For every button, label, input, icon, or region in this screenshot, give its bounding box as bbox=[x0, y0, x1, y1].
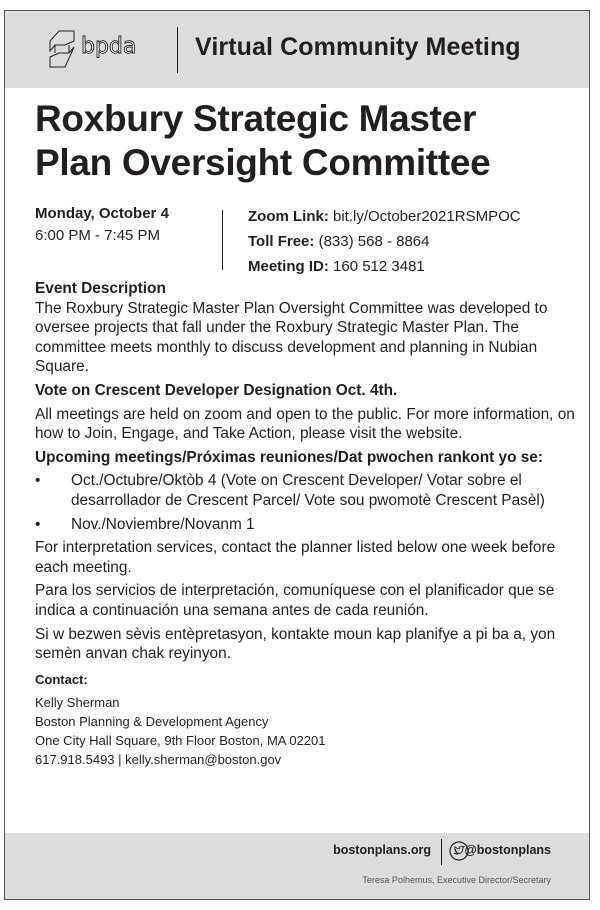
toll-free-number: (833) 568 - 8864 bbox=[318, 233, 430, 250]
header-divider bbox=[177, 27, 178, 73]
public-info: All meetings are held on zoom and open to the public. For more information, on how to Join, Engage, and Take Action, please visit the website. bbox=[35, 405, 575, 443]
list-item bbox=[35, 515, 575, 535]
contact-phone[interactable]: 617.918.5493 bbox=[35, 751, 115, 767]
list-item bbox=[35, 471, 575, 510]
contact-phone-email bbox=[35, 750, 575, 769]
footer-divider bbox=[441, 839, 442, 865]
zoom-link[interactable]: bit.ly/October2021RSMPOC bbox=[333, 208, 521, 225]
contact-name: Kelly Sherman bbox=[35, 694, 120, 710]
flyer bbox=[4, 10, 590, 900]
toll-free-label: Toll Free: bbox=[248, 233, 315, 250]
meeting-info bbox=[248, 204, 521, 279]
event-title-line-2: Plan Oversight Committee bbox=[35, 142, 491, 183]
bpda-logo-icon bbox=[47, 27, 77, 71]
bullet-icon: • bbox=[35, 472, 41, 490]
toll-free-row bbox=[248, 229, 521, 254]
meeting-id-label: Meeting ID: bbox=[248, 258, 329, 275]
event-time: 6:00 PM - 7:45 PM bbox=[35, 227, 161, 244]
bullet-icon: • bbox=[35, 515, 41, 533]
event-when bbox=[35, 203, 169, 247]
upcoming-meetings-list bbox=[35, 471, 575, 534]
contact-email[interactable]: kelly.sherman@boston.gov bbox=[125, 751, 282, 767]
zoom-link-row bbox=[248, 204, 521, 229]
contact-agency: Boston Planning & Development Agency bbox=[35, 713, 269, 729]
twitter-handle[interactable]: @bostonplans bbox=[464, 843, 551, 857]
event-date: Monday, October 4 bbox=[35, 205, 169, 222]
director-credit: Teresa Polhemus, Executive Director/Secretary bbox=[362, 875, 551, 885]
event-title bbox=[35, 97, 575, 185]
vote-heading: Vote on Crescent Developer Designation Oct. 4th. bbox=[35, 381, 398, 399]
svg-text:bpda: bpda bbox=[81, 34, 137, 59]
header-band bbox=[5, 11, 589, 88]
contact-address: One City Hall Square, 9th Floor Boston, MA 02201 bbox=[35, 732, 326, 748]
interpretation-haitian: Si w bezwen sèvis entèpretasyon, kontakte moun kap planifye a pi ba a, yon semèn anvan chak reyinyon. bbox=[35, 625, 556, 663]
interpretation-spanish: Para los servicios de interpretación, comuníquese con el planificador que se indica a continuación una semana antes de cada reunión. bbox=[35, 582, 555, 619]
interpretation-english: For interpretation services, contact the planner listed below one week before each meeting. bbox=[35, 539, 556, 576]
meeting-item-text: Oct./Octubre/Oktòb 4 (Vote on Crescent Developer/ Votar sobre el desarrollador de Crescent Parcel/ Vote sou pwomotè Crescent Pasèl) bbox=[71, 472, 545, 509]
zoom-link-label: Zoom Link: bbox=[248, 208, 329, 225]
footer-band bbox=[5, 833, 589, 899]
upcoming-meetings-heading: Upcoming meetings/Próximas reuniones/Dat pwochen rankont yo se: bbox=[35, 448, 543, 466]
contact-separator: | bbox=[114, 751, 126, 767]
header-title: Virtual Community Meeting bbox=[195, 33, 521, 61]
contact-block bbox=[35, 670, 575, 769]
event-description-heading: Event Description bbox=[35, 280, 166, 297]
website-link[interactable]: bostonplans.org bbox=[333, 843, 431, 857]
contact-heading: Contact: bbox=[35, 671, 88, 687]
meeting-item-text: Nov./Noviembre/Novanm 1 bbox=[71, 515, 255, 533]
event-description: The Roxbury Strategic Master Plan Oversight Committee was developed to oversee projects that fall under the Roxbury Strategic Master Plan. The committee meets monthly to discuss development and planning in Nubian Square. bbox=[35, 299, 548, 376]
event-title-line-1: Roxbury Strategic Master bbox=[35, 98, 477, 139]
info-divider bbox=[222, 210, 223, 270]
meeting-id-value: 160 512 3481 bbox=[333, 258, 425, 275]
meeting-id-row bbox=[248, 254, 521, 279]
bpda-wordmark bbox=[81, 31, 145, 59]
body-content bbox=[35, 279, 575, 769]
